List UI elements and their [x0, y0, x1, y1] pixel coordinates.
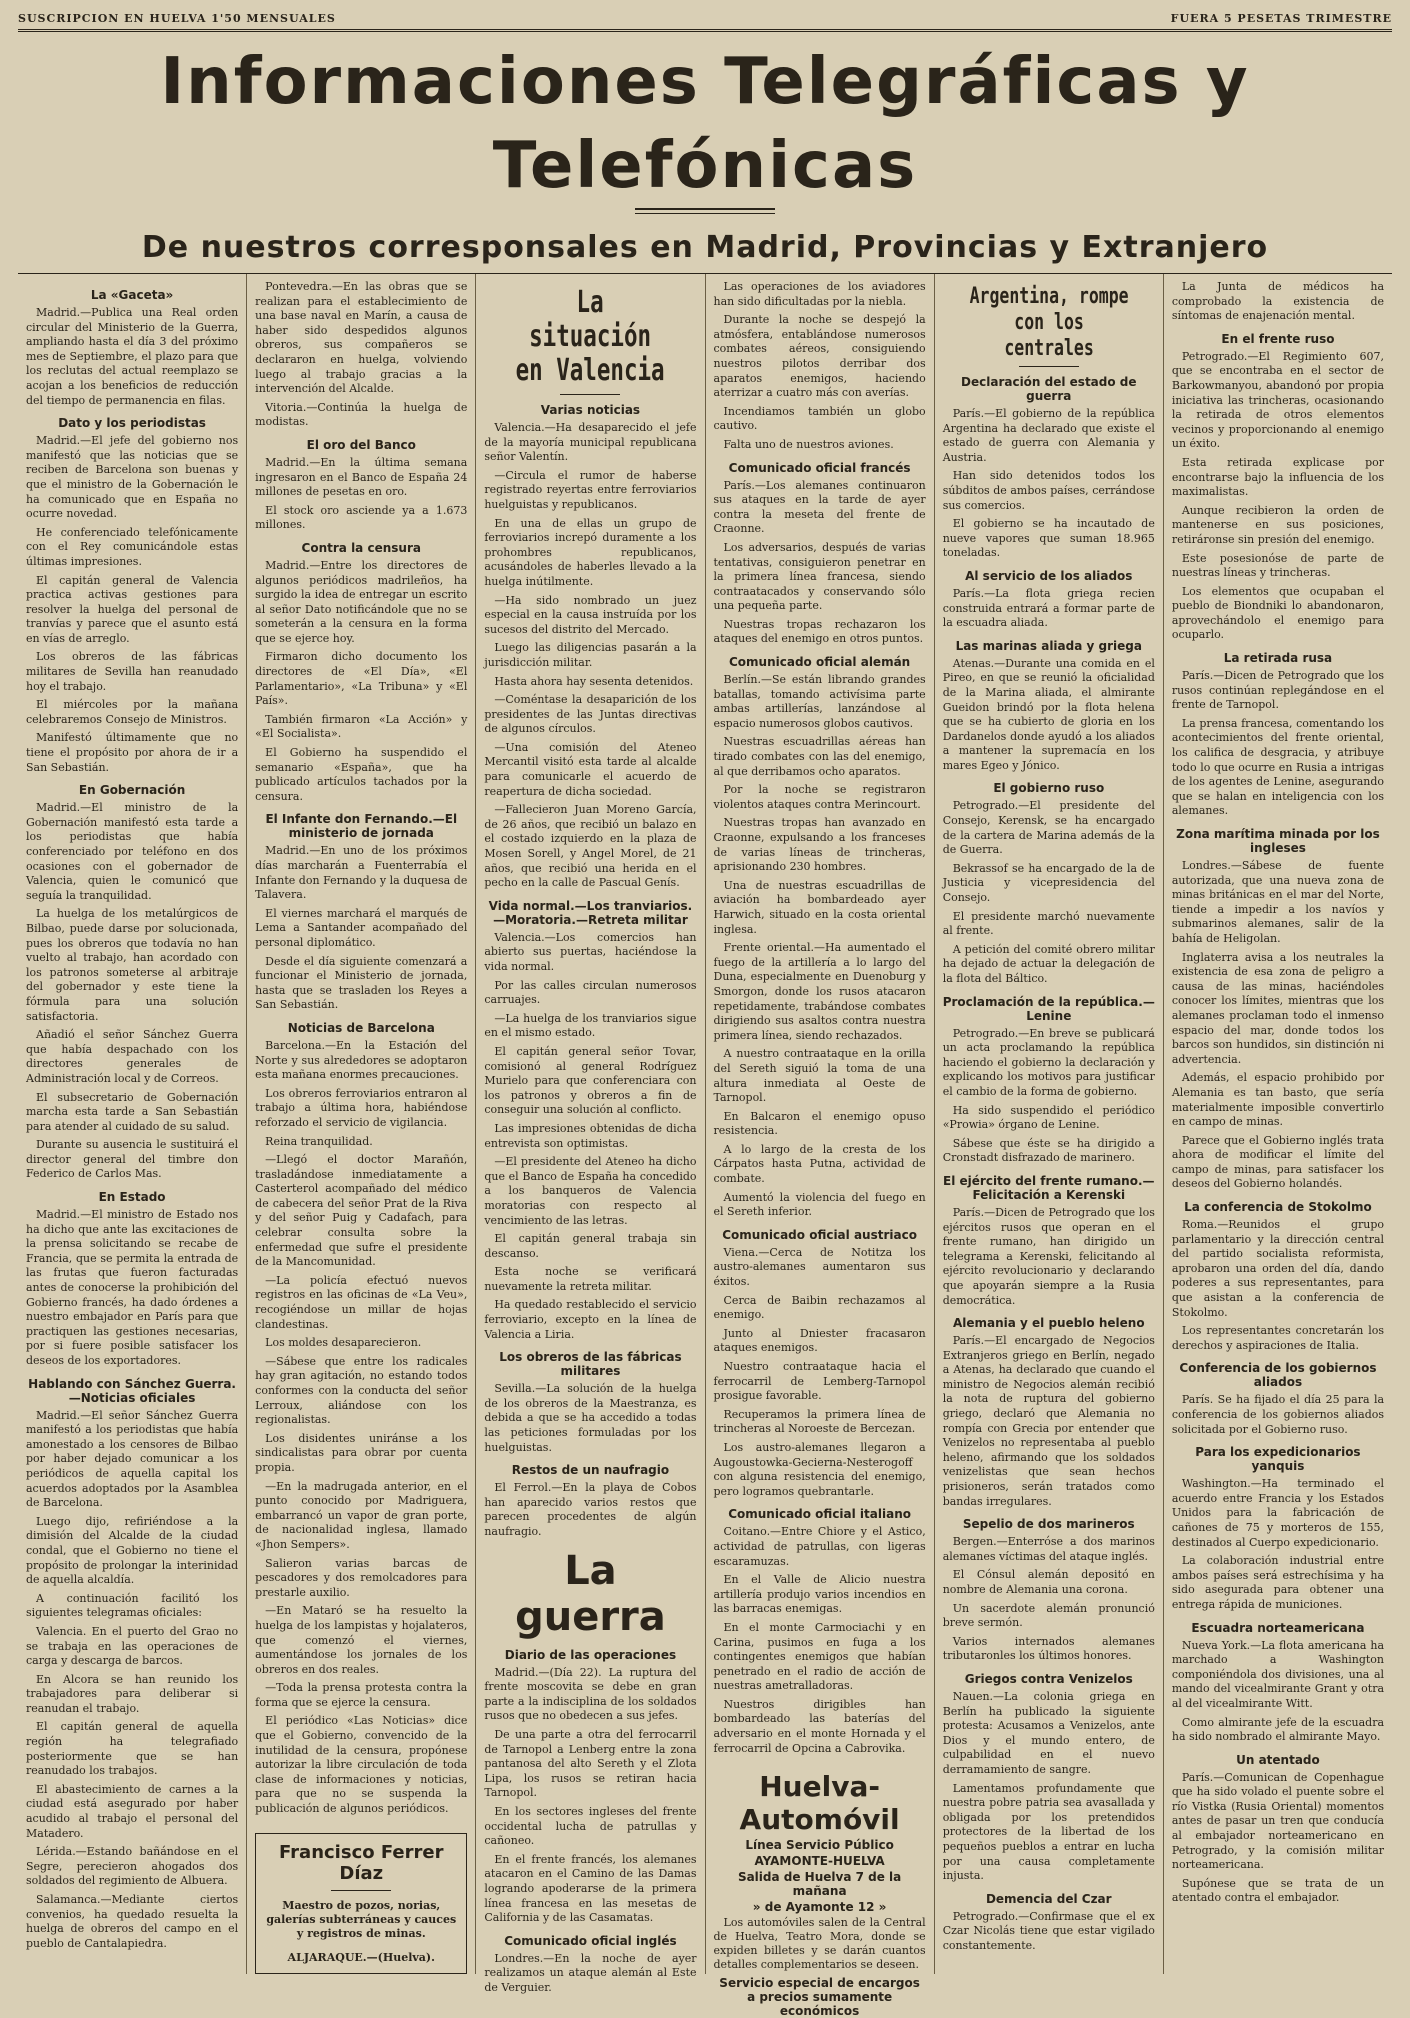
article-paragraph: El viernes marchará el marqués de Lema a Santander acompañado del personal diplomático. — [255, 906, 468, 949]
article-paragraph: Nauen.—La colonia griega en Berlín ha publicado la siguiente protesta: Acusamos a Venizelos, ante Dios y el mundo entero, de culpabilidad en el nuevo derramamiento de sangre. — [942, 1689, 1155, 1776]
article-paragraph: Salamanca.—Mediante ciertos convenios, ha quedado resuelta la huelga de obreros del campo en el pueblo de Cantalapiedra. — [26, 1893, 239, 1950]
article-paragraph: Los elementos que ocupaban el pueblo de Biondniki lo abandonaron, aprovechándolo el enemigo para ocuparlo. — [1171, 584, 1385, 642]
article-paragraph: He conferenciado telefónicamente con el Rey comunicándole estas últimas impresiones. — [26, 525, 239, 568]
article-paragraph: —Una comisión del Ateneo Mercantil visitó esta tarde al alcalde para comunicarle el acuerdo de reapertura de dicha sociedad. — [484, 740, 697, 798]
article-paragraph: El stock oro asciende ya a 1.673 millones. — [255, 503, 468, 532]
section-heading: Un atentado — [1236, 1752, 1320, 1767]
advertisement-huelva-automovil — [714, 1770, 926, 2018]
article-paragraph: Viena.—Cerca de Notitza los austro-alemanes aumentaron sus éxitos. — [713, 1245, 926, 1289]
article-paragraph: Reina tranquilidad. — [265, 1134, 373, 1148]
article-paragraph: Junto al Dniester fracasaron ataques enemigos. — [713, 1326, 926, 1355]
ad-line: » de Ayamonte 12 » — [752, 1900, 887, 1915]
article-paragraph: Varios internados alemanes tributaronles los últimos honores. — [942, 1634, 1155, 1663]
section-heading: Comunicado oficial inglés — [504, 1933, 677, 1948]
article-paragraph: París.—Dicen de Petrogrado que los rusos continúan replegándose en el frente de Tarnopol. — [1171, 669, 1385, 712]
article-paragraph: Madrid.—(Día 22). La ruptura del frente moscovita se debe en gran parte a la indisciplina de los soldados rusos que no obedecen a sus jefes. — [484, 1665, 697, 1723]
article-paragraph: Nueva York.—La flota americana ha marchado a Washington componiéndola dos divisiones, una al mando del vicealmirante Grant y otra al del vicealmirante Witt. — [1171, 1638, 1385, 1710]
article-paragraph: —El presidente del Ateneo ha dicho que el Banco de España ha concedido a los banqueros de Valencia moratorias con respecto al vencimiento de las letras. — [484, 1155, 697, 1227]
article-paragraph: —En Mataró se ha resuelto la huelga de los lampistas y hojalateros, que comenzó el viernes, aumentándose los jornales de los obreros en dos reales. — [255, 1604, 468, 1676]
column-3 — [476, 274, 705, 1994]
article-paragraph: Madrid.—El jefe del gobierno nos manifestó que las noticias que se reciben de Barcelona son buenas y que el ministro de la Gobernación le ha comunicado que en España no ocurre novedad. — [26, 434, 239, 521]
article-paragraph: París.—Dicen de Petrogrado que los ejércitos rusos que operan en el frente rumano, han dirigido un telegrama a Kerenski, felicitando al ejército revolucionario y declarando que apoyarán siempre a la Rusia democrática. — [942, 1205, 1155, 1307]
article-paragraph: Sábese que éste se ha dirigido a Cronstadt disfrazado de marinero. — [942, 1136, 1155, 1165]
advertisement-ferrer — [255, 1833, 467, 1974]
article-paragraph: Los obreros ferroviarios entraron al trabajo a última hora, habiéndose reforzado el servicio de vigilancia. — [255, 1086, 468, 1129]
section-heading: El gobierno ruso — [993, 781, 1105, 796]
headline-argentina: Argentina, rompe con los centrales — [969, 284, 1129, 361]
article-paragraph: Madrid.—El ministro de la Gobernación manifestó esta tarde a los periodistas que había conferenciado por teléfono en dos ocasiones con el gobernador de Valencia, quien le comunicó que seguía la tranquilidad. — [26, 801, 239, 902]
article-paragraph: La huelga de los metalúrgicos de Bilbao, puede darse por solucionada, pues los obreros que todavía no han vuelto al trabajo, han acordado con los patronos someterse al arbitraje del gobernador y este tiene la fórmula para una solución satisfactoria. — [26, 907, 239, 1023]
section-heading: Vida normal.—Los tranviarios.—Moratoria.—Retreta militar — [488, 898, 693, 927]
article-paragraph: —Fallecieron Juan Moreno García, de 26 años, que recibió un balazo en el costado izquierdo en la plaza de Mosen Sorell, y Angel Morel, de 21 años, que recibió una herida en el pecho en la calle de Pascual Genís. — [484, 803, 697, 890]
article-paragraph: Ha quedado restablecido el servicio ferroviario, excepto en la línea de Valencia a Liria. — [484, 1298, 697, 1341]
article-paragraph: De una parte a otra del ferrocarril de Tarnopol a Lenberg entre la zona pantanosa del alto Sereth y el Zlota Lipa, los rusos se retiran hacia Tarnopol. — [484, 1727, 697, 1800]
section-heading: Comunicado oficial alemán — [728, 655, 911, 670]
article-paragraph: Una de nuestras escuadrillas de aviación ha bombardeado ayer Harwich, situado en la costa oriental inglesa. — [713, 878, 926, 936]
article-paragraph: Los representantes concretarán los derechos y aspiraciones de Italia. — [1171, 1324, 1385, 1352]
section-heading: Los obreros de las fábricas militares — [499, 1350, 682, 1379]
article-paragraph: Sevilla.—La solución de la huelga de los obreros de la Maestranza, es debida a que se ha accedido a todas las peticiones formuladas por los huelguistas. — [484, 1382, 697, 1454]
article-paragraph: —Ha sido nombrado un juez especial en la causa instruída por los sucesos del distrito del Mercado. — [484, 593, 697, 636]
section-heading: Para los expedicionarios yanquis — [1195, 1445, 1361, 1474]
article-paragraph: Añadió el señor Sánchez Guerra que había despachado con los directores generales de Administración local y de Correos. — [26, 1028, 239, 1085]
article-paragraph: Bekrassof se ha encargado de la de Justicia y vicepresidencia del Consejo. — [942, 861, 1155, 905]
section-heading: El ejército del frente rumano.—Felicitación a Kerenski — [943, 1173, 1155, 1202]
headline-valencia: La situación en Valencia — [515, 285, 665, 388]
article-paragraph: Los disidentes uniránse a los sindicalistas para obrar por cuenta propia. — [255, 1431, 468, 1474]
article-paragraph: Los adversarios, después de varias tentativas, consiguieron penetrar en la primera línea francesa, siendo contraatacados y conservando sólo una pequeña parte. — [713, 540, 926, 613]
article-paragraph: Frente oriental.—Ha aumentado el fuego de la artillería a lo largo del Duna, especialmente en Duenoburg y Smorgon, donde los rusos atacaron repetidamente, trabándose combates dirigiendo sus asaltos contra nuestra primera línea, siendo rechazados. — [713, 941, 926, 1042]
article-paragraph: En Alcora se han reunido los trabajadores para deliberar si reanudan el trabajo. — [26, 1672, 239, 1715]
article-paragraph: Recuperamos la primera línea de trincheras al Noroeste de Bercezan. — [713, 1407, 926, 1436]
section-heading: Varias noticias — [540, 403, 641, 417]
article-paragraph: Salieron varias barcas de pescadores y dos remolcadores para prestarle auxilio. — [255, 1556, 468, 1599]
article-paragraph: Supónese que se trata de un atentado contra el embajador. — [1171, 1876, 1385, 1905]
article-paragraph: Los moldes desaparecieron. — [265, 1336, 422, 1350]
article-paragraph: A continuación facilitó los siguientes telegramas oficiales: — [26, 1591, 239, 1620]
article-paragraph: Los austro-alemanes llegaron a Augoustowka-Gecierna-Nesterogoff con alguna resistencia del enemigo, pero logramos quebrantarle. — [713, 1440, 926, 1498]
article-paragraph: Luego dijo, refiriéndose a la dimisión del Alcalde de la ciudad condal, que el Gobierno no tiene el propósito de prolongar la interinidad de aquella alcaldía. — [26, 1514, 239, 1587]
ad-rule — [331, 1890, 391, 1891]
subscription-bar — [18, 12, 1392, 32]
article-paragraph: El Cónsul alemán depositó en nombre de Alemania una corona. — [942, 1568, 1155, 1596]
column-1 — [18, 274, 247, 1974]
article-paragraph: A lo largo de la cresta de los Cárpatos hasta Putna, actividad de combate. — [713, 1142, 926, 1186]
section-heading: La «Gaceta» — [90, 288, 174, 302]
section-heading: Conferencia de los gobiernos aliados — [1179, 1361, 1377, 1390]
section-heading: Comunicado oficial austriaco — [722, 1227, 917, 1242]
article-paragraph: Un sacerdote alemán pronunció breve sermón. — [942, 1601, 1155, 1630]
section-heading: En el frente ruso — [1221, 331, 1335, 346]
article-paragraph: Durante su ausencia le sustituirá el director general del timbre don Federico de Carlos Mas. — [26, 1138, 239, 1181]
article-paragraph: Este posesionóse de parte de nuestras líneas y trincheras. — [1171, 551, 1385, 580]
section-heading: El Infante don Fernando.—El ministerio de jornada — [265, 812, 458, 841]
article-paragraph: Además, el espacio prohibido por Alemania es tan basto, que sería materialmente imposible convertirlo en campo de minas. — [1171, 1071, 1385, 1129]
article-paragraph: Parece que el Gobierno inglés trata ahora de modificar el límite del campo de minas, para satisfacer los deseos del Gobierno holandés. — [1171, 1133, 1385, 1191]
article-paragraph: París.—El gobierno de la república Argentina ha declarado que existe el estado de guerra con Alemania y Austria. — [942, 407, 1155, 464]
article-paragraph: En Balcaron el enemigo opuso resistencia. — [713, 1109, 926, 1138]
section-heading: Diario de las operaciones — [504, 1647, 677, 1662]
article-paragraph: Aunque recibieron la orden de mantenerse en sus posiciones, retiráronse sin presión del enemigo. — [1171, 503, 1385, 546]
article-paragraph: Luego las diligencias pasarán a la jurisdicción militar. — [484, 641, 697, 669]
ad-text: Maestro de pozos, norias, galerías subterráneas y cauces y registros de minas. — [266, 1898, 457, 1940]
section-heading: En Gobernación — [78, 783, 186, 798]
article-paragraph: Petrogrado.—El presidente del Consejo, Kerensk, se ha encargado de la cartera de Marina además de la de Guerra. — [942, 799, 1155, 857]
headline-la-guerra: La guerra — [515, 1547, 666, 1640]
article-paragraph: Los obreros de las fábricas militares de Sevilla han reanudado hoy el trabajo. — [26, 650, 239, 693]
ad-line: AYAMONTE-HUELVA — [754, 1854, 885, 1869]
column-4 — [706, 274, 935, 2018]
article-paragraph: El capitán general señor Tovar, comisionó al general Rodríguez Murielo para que conferenciara con los patronos y obreros a fin de conseguir una solución al conflicto. — [484, 1044, 697, 1117]
section-heading: Proclamación de la república.—Lenine — [942, 994, 1155, 1023]
article-paragraph: Firmaron dicho documento los directores de «El Día», «El Parlamentario», «La Tribuna» y «El País». — [255, 650, 468, 708]
article-paragraph: El subsecretario de Gobernación marcha esta tarde a San Sebastián para atender al cuidado de su salud. — [26, 1090, 239, 1133]
article-paragraph: París.—Comunican de Copenhague que ha sido volado el puente sobre el río Vistka (Rusia Oriental) momentos antes de pasar un tren que conducía al embajador norteamericano en Petrogrado, y la comisión militar norteamericana. — [1171, 1770, 1385, 1872]
column-2 — [247, 274, 476, 1974]
article-paragraph: La Junta de médicos ha comprobado la existencia de síntomas de enajenación mental. — [1171, 280, 1385, 323]
article-paragraph: —La huelga de los tranviarios sigue en el mismo estado. — [484, 1011, 697, 1040]
article-paragraph: Coitano.—Entre Chiore y el Astico, actividad de patrullas, con ligeras escaramuzas. — [713, 1525, 926, 1568]
ad-text: Los automóviles salen de la Central de Huelva, Teatro Mora, donde se expiden billetes y se darán cuantos detalles complementarios se deseen. — [713, 1916, 926, 1972]
article-paragraph: Ha sido suspendido el periódico «Prowia» órgano de Lenine. — [942, 1103, 1155, 1132]
section-heading: Restos de un naufragio — [511, 1463, 670, 1478]
section-heading: Contra la censura — [301, 540, 421, 555]
section-heading: Escuadra norteamericana — [1191, 1620, 1365, 1635]
section-heading: Hablando con Sánchez Guerra.—Noticias oficiales — [28, 1376, 236, 1405]
section-heading: En Estado — [98, 1190, 166, 1205]
section-heading: La retirada rusa — [1223, 651, 1333, 666]
article-paragraph: Esta retirada explicase por encontrarse bajo la influencia de los maximalistas. — [1171, 455, 1385, 499]
article-paragraph: Por las calles circulan numerosos carruajes. — [484, 978, 697, 1007]
article-paragraph: La colaboración industrial entre ambos países será estrechísima y ha sido asegurada para obtener una entrega rápida de municiones. — [1171, 1554, 1385, 1611]
article-paragraph: Petrogrado.—El Regimiento 607, que se encontraba en el sector de Barkowmanyou, abandonó por propia iniciativa las trincheras, ocasionando la retirada de otros elementos vecinos y proporcionando al enemigo un éxito. — [1171, 349, 1385, 451]
article-paragraph: Barcelona.—En la Estación del Norte y sus alrededores se adoptaron esta mañana enormes precauciones. — [255, 1038, 468, 1082]
article-paragraph: El capitán general trabaja sin descanso. — [484, 1232, 697, 1260]
article-paragraph: Madrid.—El ministro de Estado nos ha dicho que ante las excitaciones de la prensa solicitando se recabe de Francia, que se permita la entrada de las frutas que fueron facturadas antes de conocerse la prohibición del Gobierno francés, ha dado órdenes a nuestro embajador en París para que practiquen las gestiones necesarias, por si fuere posible satisfacer los deseos de los exportadores. — [26, 1208, 239, 1367]
article-paragraph: El Ferrol.—En la playa de Cobos han aparecido varios restos que parecen procedentes de algún naufragio. — [484, 1481, 697, 1538]
divider — [560, 394, 620, 395]
article-paragraph: El gobierno se ha incautado de nueve vapores que suman 18.965 toneladas. — [942, 517, 1155, 560]
article-paragraph: Las impresiones obtenidas de dicha entrevista son optimistas. — [484, 1121, 697, 1150]
article-paragraph: Durante la noche se despejó la atmósfera, entablándose numerosos combates aéreos, consiguiendo nuestros pilotos derribar dos aparatos enemigos, haciendo aterrizar a cuatro más con averías. — [713, 313, 926, 400]
article-paragraph: Valencia.—Ha desaparecido el jefe de la mayoría municipal republicana señor Valentín. — [484, 421, 697, 464]
article-paragraph: Incendiamos también un globo cautivo. — [713, 404, 926, 433]
column-5 — [935, 274, 1164, 1974]
article-paragraph: Nuestras tropas rechazaron los ataques del enemigo en otros puntos. — [713, 617, 926, 646]
article-paragraph: Nuestro contraataque hacia el ferrocarril de Lemberg-Tarnopol prosigue favorable. — [713, 1360, 926, 1403]
article-paragraph: Valencia. En el puerto del Grao no se trabaja en las operaciones de carga y descarga de barcos. — [26, 1624, 239, 1668]
section-heading: Las marinas aliada y griega — [955, 638, 1142, 653]
article-paragraph: En una de ellas un grupo de ferroviarios increpó duramente a los prohombres republicanos, acusándoles de haberles llevado a la huelga inútilmente. — [484, 516, 697, 588]
article-paragraph: Madrid.—En la última semana ingresaron en el Banco de España 24 millones de pesetas en oro. — [255, 455, 468, 499]
divider — [1019, 366, 1079, 367]
ornament-rule — [635, 208, 775, 214]
article-paragraph: El capitán general de Valencia practica activas gestiones para resolver la huelga del personal de tranvías y parece que el asunto está en vías de arreglo. — [26, 573, 239, 645]
article-paragraph: Atenas.—Durante una comida en el Pireo, en que se reunió la oficialidad de la Marina aliada, el almirante Gueidon brindó por la flota helena que se ha cubierto de gloria en los Dardanelos donde ayudó a los aliados a mantener la supremacía en los mares Egeo y Jónico. — [942, 656, 1155, 772]
section-heading: El oro del Banco — [306, 437, 416, 452]
article-paragraph: Nuestras escuadrillas aéreas han tirado combates con las del enemigo, al que derribamos ocho aparatos. — [713, 735, 926, 778]
article-paragraph: Madrid.—Publica una Real orden circular del Ministerio de la Guerra, ampliando hasta el día 3 del próximo mes de Septiembre, el plazo para que los reclutas del actual reemplazo se acojan a los beneficios de reducción del tiempo de permanencia en filas. — [26, 306, 239, 407]
subscription-local: SUSCRIPCION EN HUELVA 1'50 MENSUALES — [18, 12, 336, 25]
article-paragraph: Por la noche se registraron violentos ataques contra Merincourt. — [713, 783, 926, 811]
ad-line: Salida de Huelva 7 de la mañana — [737, 1870, 902, 1899]
section-heading: Alemania y el pueblo heleno — [952, 1316, 1145, 1331]
article-paragraph: El periódico «Las Noticias» dice que el Gobierno, convencido de la inutilidad de la censura, propónese autorizar la libre circulación de toda clase de informaciones y noticias, para que no se suspenda la publicación de algunos periódicos. — [255, 1714, 468, 1816]
article-paragraph: Berlín.—Se están librando grandes batallas, tomando activísima parte ambas artillerías, lanzándose al espacio numerosos globos cautivos. — [713, 673, 926, 730]
article-paragraph: Vitoria.—Continúa la huelga de modistas. — [255, 400, 468, 429]
article-paragraph: París.—El encargado de Negocios Extranjeros griego en Berlín, negado a Atenas, ha declarado que cuando el ministro de Negocios alemán recibió la nota de ruptura del gobierno griego, declaró que Alemania no rompía con Grecia por entender que Venizelos no representaba al pueblo heleno, afirmando que los soldados venizelistas que sean hechos prisioneros, serán tratados como bandas irregulares. — [942, 1334, 1155, 1508]
article-paragraph: El miércoles por la mañana celebraremos Consejo de Ministros. — [26, 698, 239, 726]
article-paragraph: Roma.—Reunidos el grupo parlamentario y la dirección central del partido socialista reformista, aprobaron una orden del día, dando poderes a sus representantes, para que asistan a la conferencia de Stokolmo. — [1171, 1218, 1385, 1319]
article-paragraph: Valencia.—Los comercios han abierto sus puertas, haciéndose la vida normal. — [484, 930, 697, 973]
article-paragraph: Londres.—En la noche de ayer realizamos un ataque alemán al Este de Verguier. — [484, 1951, 697, 1994]
article-paragraph: En el Valle de Alicio nuestra artillería produjo varios incendios en las barracas enemigas. — [713, 1573, 926, 1616]
columns — [18, 273, 1392, 2018]
ad-line: Servicio especial de encargos a precios sumamente económicos — [719, 1976, 920, 2018]
article-paragraph: Esta noche se verificará nuevamente la retreta militar. — [484, 1265, 697, 1293]
section-heading: Demencia del Czar — [985, 1891, 1112, 1906]
article-paragraph: Desde el día siguiente comenzará a funcionar el Ministerio de jornada, hasta que se trasladen los Reyes a San Sebastián. — [255, 954, 468, 1012]
section-heading: Zona marítima minada por los ingleses — [1176, 827, 1380, 855]
article-paragraph: Bergen.—Enterróse a dos marinos alemanes víctimas del ataque inglés. — [942, 1535, 1155, 1563]
section-heading: La conferencia de Stokolmo — [1184, 1200, 1372, 1215]
subscription-outside: FUERA 5 PESETAS TRIMESTRE — [1170, 12, 1392, 25]
article-paragraph: —Llegó el doctor Marañón, trasladándose inmediatamente a Casterterol acompañado del médico de cabecera del señor Prat de la Riva y del señor Puig y Cadafach, para celebrar consulta sobre la enfermedad que sufre el presidente de la Mancomunidad. — [255, 1153, 468, 1269]
article-paragraph: —La policía efectuó nuevos registros en las oficinas de «La Veu», recogiéndose un millar de hojas clandestinas. — [255, 1273, 468, 1331]
ad-line: Línea Servicio Público — [745, 1838, 894, 1853]
article-paragraph: Madrid.—El señor Sánchez Guerra manifestó a los periodistas que había amonestado a los censores de Bilbao por haber dejado comunicar a los periódicos de aquella capital los acuerdos adoptados por la Asamblea de Barcelona. — [26, 1408, 239, 1510]
article-paragraph: Nuestras tropas han avanzado en Craonne, expulsando a los franceses de varias líneas de trincheras, aprisionando 230 hombres. — [713, 816, 926, 874]
article-paragraph: Lérida.—Estando bañándose en el Segre, perecieron ahogados dos soldados del regimiento de Albuera. — [26, 1845, 239, 1888]
article-paragraph: A nuestro contraataque en la orilla del Sereth siguió la toma de una altura inmediata al Oeste de Tarnopol. — [713, 1047, 926, 1105]
article-paragraph: —Coméntase la desaparición de los presidentes de las Juntas directivas de algunos círculos. — [484, 693, 697, 736]
article-paragraph: Falta uno de nuestros aviones. — [723, 437, 894, 451]
article-paragraph: Pontevedra.—En las obras que se realizan para el establecimiento de una base naval en Marín, a causa de haber sido despedidos algunos obreros, sus compañeros se declararon en huelga, volviendo luego al trabajo gracias a la intervención del Alcalde. — [255, 280, 468, 396]
section-heading: Griegos contra Venizelos — [964, 1671, 1133, 1686]
article-paragraph: Madrid.—Entre los directores de algunos periódicos madrileños, ha surgido la idea de entregar un escrito al señor Dato notificándole que no se someterán a la censura en la forma que se ejerce hoy. — [255, 558, 468, 645]
article-paragraph: Las operaciones de los aviadores han sido dificultadas por la niebla. — [713, 280, 926, 308]
ad-place: ALJARAQUE.—(Huelva). — [287, 1950, 435, 1964]
article-paragraph: El Gobierno ha suspendido el semanario «España», que ha publicado artículos tachados por la censura. — [255, 746, 468, 803]
section-heading: Sepelio de dos marineros — [962, 1517, 1135, 1532]
article-paragraph: Petrogrado.—Confirmase que el ex Czar Nicolás tiene que estar vigilado constantemente. — [942, 1909, 1155, 1952]
article-paragraph: —En la madrugada anterior, en el punto conocido por Madriguera, embarrancó un vapor de gran porte, de nacionalidad inglesa, llamado «Jhon Sempers». — [255, 1479, 468, 1551]
article-paragraph: En el frente francés, los alemanes atacaron en el Camino de las Damas logrando apoderarse de la primera línea francesa en las mesetas de California y de las Casamatas. — [484, 1852, 697, 1925]
article-paragraph: —Toda la prensa protesta contra la forma que se ejerce la censura. — [255, 1681, 468, 1709]
article-paragraph: El capitán general de aquella región ha telegrafiado posteriormente que se han reanudado los trabajos. — [26, 1720, 239, 1778]
article-paragraph: Manifestó últimamente que no tiene el propósito por ahora de ir a San Sebastián. — [26, 731, 239, 774]
section-heading: Comunicado oficial italiano — [728, 1507, 911, 1522]
ad-title: Francisco Ferrer Díaz — [279, 1841, 444, 1884]
article-paragraph: Petrogrado.—En breve se publicará un acta proclamando la república haciendo el gobierno la declaración y explicando los motivos para justificar el cambio de la forma de gobierno. — [942, 1026, 1155, 1098]
article-paragraph: —Circula el rumor de haberse registrado reyertas entre ferroviarios huelguistas y republicanos. — [484, 468, 697, 511]
article-paragraph: Madrid.—En uno de los próximos días marcharán a Fuenterrabía el Infante don Fernando y la duquesa de Talavera. — [255, 844, 468, 902]
article-paragraph: El presidente marchó nuevamente al frente. — [942, 909, 1155, 938]
article-paragraph: París. Se ha fijado el día 25 para la conferencia de los gobiernos aliados solicitada por el Gobierno ruso. — [1171, 1393, 1385, 1436]
section-heading: Dato y los periodistas — [58, 416, 206, 431]
article-paragraph: La prensa francesa, comentando los acontecimientos del frente oriental, los califica de desgracia, y atribuye todo lo que ocurre en Rusia a intrigas de los agentes de Lenine, asegurando que se halan en inteligencia con los alemanes. — [1171, 716, 1385, 818]
section-subhead: De nuestros corresponsales en Madrid, Provincias y Extranjero — [141, 230, 1269, 265]
ad-title: Huelva-Automóvil — [739, 1770, 900, 1837]
article-paragraph: Como almirante jefe de la escuadra ha sido nombrado el almirante Mayo. — [1171, 1715, 1385, 1744]
article-paragraph: Han sido detenidos todos los súbditos de ambos países, cerrándose sus comercios. — [942, 469, 1155, 512]
section-heading: Noticias de Barcelona — [287, 1020, 435, 1035]
article-paragraph: París.—Los alemanes continuaron sus ataques en la tarde de ayer contra la meseta del frente de Craonne. — [713, 478, 926, 536]
article-paragraph: Lamentamos profundamente que nuestra pobre patria sea avasallada y obligada por los pretendidos protectores de la libertad de los pequeños pueblos a entrar en lucha por una causa completamente injusta. — [942, 1781, 1155, 1883]
article-paragraph: —Sábese que entre los radicales hay gran agitación, no estando todos conformes con la conducta del señor Lerroux, aliándose con los regionalistas. — [255, 1354, 468, 1427]
section-heading: Al servicio de los aliados — [965, 568, 1133, 583]
article-paragraph: En el monte Carmociachi y en Carina, pusimos en fuga a los contingentes enemigos que habían penetrado en el radio de acción de nuestras ametralladoras. — [713, 1620, 926, 1693]
article-paragraph: Aumentó la violencia del fuego en el Sereth inferior. — [713, 1190, 926, 1219]
article-paragraph: Nuestros dirigibles han bombardeado las baterías del adversario en el monte Hornada y el ferrocarril de Opcina a Cabrovika. — [713, 1697, 926, 1755]
article-paragraph: Cerca de Baibin rechazamos al enemigo. — [713, 1293, 926, 1322]
column-6 — [1164, 274, 1392, 1974]
article-paragraph: Inglaterra avisa a los neutrales la existencia de esa zona de peligro a causa de las minas, haciéndoles conocer los límites, mientras que los alemanes proclaman todo el inmenso espacio del mar, donde todos los barcos son hundidos, sin distinción ni advertencia. — [1171, 950, 1385, 1066]
article-paragraph: El abastecimiento de carnes a la ciudad está asegurado por haber acudido al trabajo el personal del Matadero. — [26, 1782, 239, 1840]
masthead: Informaciones Telegráficas y Telefónicas — [160, 45, 1250, 203]
article-paragraph: Washington.—Ha terminado el acuerdo entre Francia y los Estados Unidos para la fabricación de cañones de 75 y morteros de 155, destinados al Cuerpo expedicionario. — [1171, 1477, 1385, 1549]
article-paragraph: También firmaron «La Acción» y «El Socialista». — [255, 712, 468, 741]
article-paragraph: A petición del comité obrero militar ha dejado de actuar la delegación de la flota del Báltico. — [942, 942, 1155, 985]
section-heading: Comunicado oficial francés — [728, 460, 911, 475]
article-paragraph: París.—La flota griega recien construida entrará a formar parte de la escuadra aliada. — [942, 586, 1155, 630]
section-heading: Declaración del estado de guerra — [961, 375, 1137, 403]
article-paragraph: Londres.—Sábese de fuente autorizada, que una nueva zona de minas británicas en el mar del Norte, tiende a impedir a los navíos y submarinos alemanes, salir de la bahía de Heligolan. — [1171, 859, 1385, 945]
article-paragraph: En los sectores ingleses del frente occidental lucha de patrullas y cañoneo. — [484, 1804, 697, 1848]
article-paragraph: Hasta ahora hay sesenta detenidos. — [494, 674, 694, 688]
